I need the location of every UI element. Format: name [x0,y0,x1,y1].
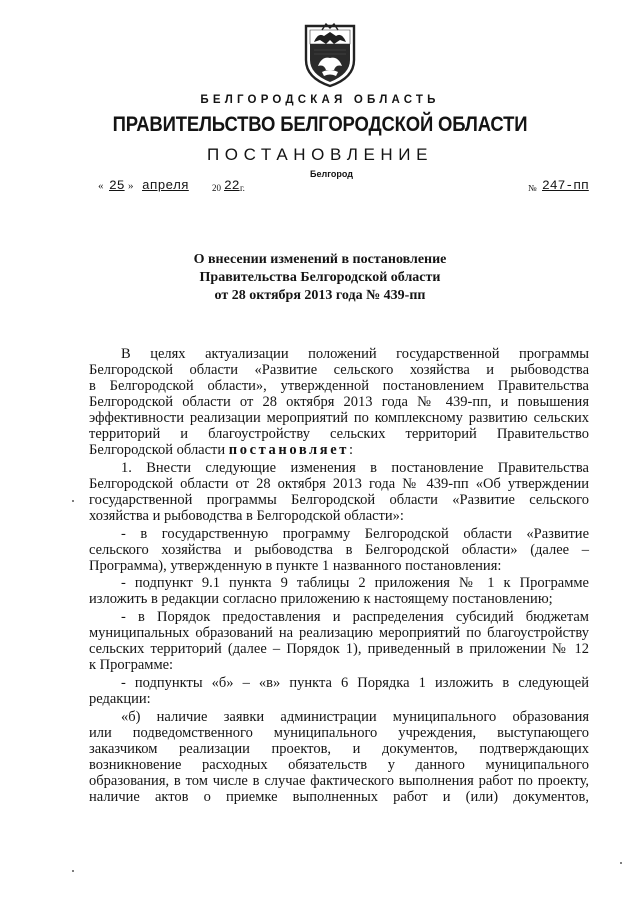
date-open-quote: « [98,180,104,192]
body-line: или подведомственного муниципального учреждения, выступающего [89,725,589,741]
body-line-decree [89,442,589,458]
body-line: Программа), утвержденную в пункте 1 названного постановления: [89,558,502,574]
title-line: О внесении изменений в постановление [193,252,447,267]
date-month: апреля [142,178,189,193]
body-line: «б) наличие заявки администрации муниципального образования [121,709,589,725]
body-line: сельских территорий (далее – Порядок 1), приведенный в приложении № 12 [89,641,589,657]
body-line: к Программе: [89,657,174,673]
body-line: - в государственную программу Белгородской области «Развитие [121,526,589,542]
body-line: хозяйства и рыбоводства в Белгородской области»: [89,508,404,524]
body-line: Белгородской области от 28 октября 2013 года № 439-пп «Об утверждении [89,476,589,492]
decree-colon: : [349,442,354,458]
scan-speck [620,862,622,864]
body-line: возникновение расходных обязательств у данного муниципального [89,757,589,773]
title-line: Правительства Белгородской области [199,270,441,285]
scan-speck [72,500,74,502]
body-line: сельского хозяйства и рыбоводства в Белгородской области» (далее – [89,542,589,558]
body-line: наличие актов о приемке выполненных работ и (или) документов, [89,789,589,805]
decree-lead: Белгородской области [89,442,226,458]
body-line: территорий и благоустройству сельских территорий Правительство [89,426,589,442]
body-line: образования, в том числе в случае фактического выполнения работ по проекту, [89,773,589,789]
date-year-suffix: 22 [224,178,240,193]
body-line: эффективности реализации мероприятий по комплексному развитию сельских [89,410,589,426]
body-line: заказчиком реализации проектов, и документов, подтверждающих [89,741,589,757]
body-line: В целях актуализации положений государственной программы [121,346,589,362]
document-type-heading: ПОСТАНОВЛЕНИЕ [206,145,434,164]
body-line: - подпункт 9.1 пункта 9 таблицы 2 приложения № 1 к Программе [121,575,589,591]
body-line: изложить в редакции согласно приложению к настоящему постановлению; [89,591,553,607]
decree-word: постановляет [228,442,349,458]
body-line: - подпункты «б» – «в» пункта 6 Порядка 1 изложить в следующей [121,675,589,691]
body-line: Белгородской области «Развитие сельского хозяйства и рыбоводства [89,362,589,378]
document-number: 247-пп [542,178,589,193]
number-label: № [528,183,537,193]
date-year-abbr: г. [240,183,245,193]
body-line: - в Порядок предоставления и распределения субсидий бюджетам [121,609,589,625]
government-heading: ПРАВИТЕЛЬСТВО БЕЛГОРОДСКОЙ ОБЛАСТИ [112,112,528,136]
date-year-prefix: 20 [212,183,221,193]
body-line: в Белгородской области», утвержденной постановлением Правительства [89,378,589,394]
coat-of-arms-emblem [300,20,360,88]
city-label: Белгород [310,169,353,179]
region-heading: БЕЛГОРОДСКАЯ ОБЛАСТЬ [200,94,440,106]
body-line: редакции: [89,691,151,707]
date-number-line [98,180,618,198]
body-line: государственной программы Белгородской области «Развитие сельского [89,492,589,508]
body-line: муниципальных образований на реализацию мероприятий по благоустройству [89,625,589,641]
date-day: 25 [109,178,125,193]
body-line: 1. Внести следующие изменения в постановление Правительства [121,460,589,476]
body-line: Белгородской области от 28 октября 2013 года № 439-пп, и повышения [89,394,589,410]
date-close-quote: » [128,180,134,192]
scan-speck [72,870,74,872]
title-line: от 28 октября 2013 года № 439-пп [214,288,426,303]
document-title [0,251,640,305]
